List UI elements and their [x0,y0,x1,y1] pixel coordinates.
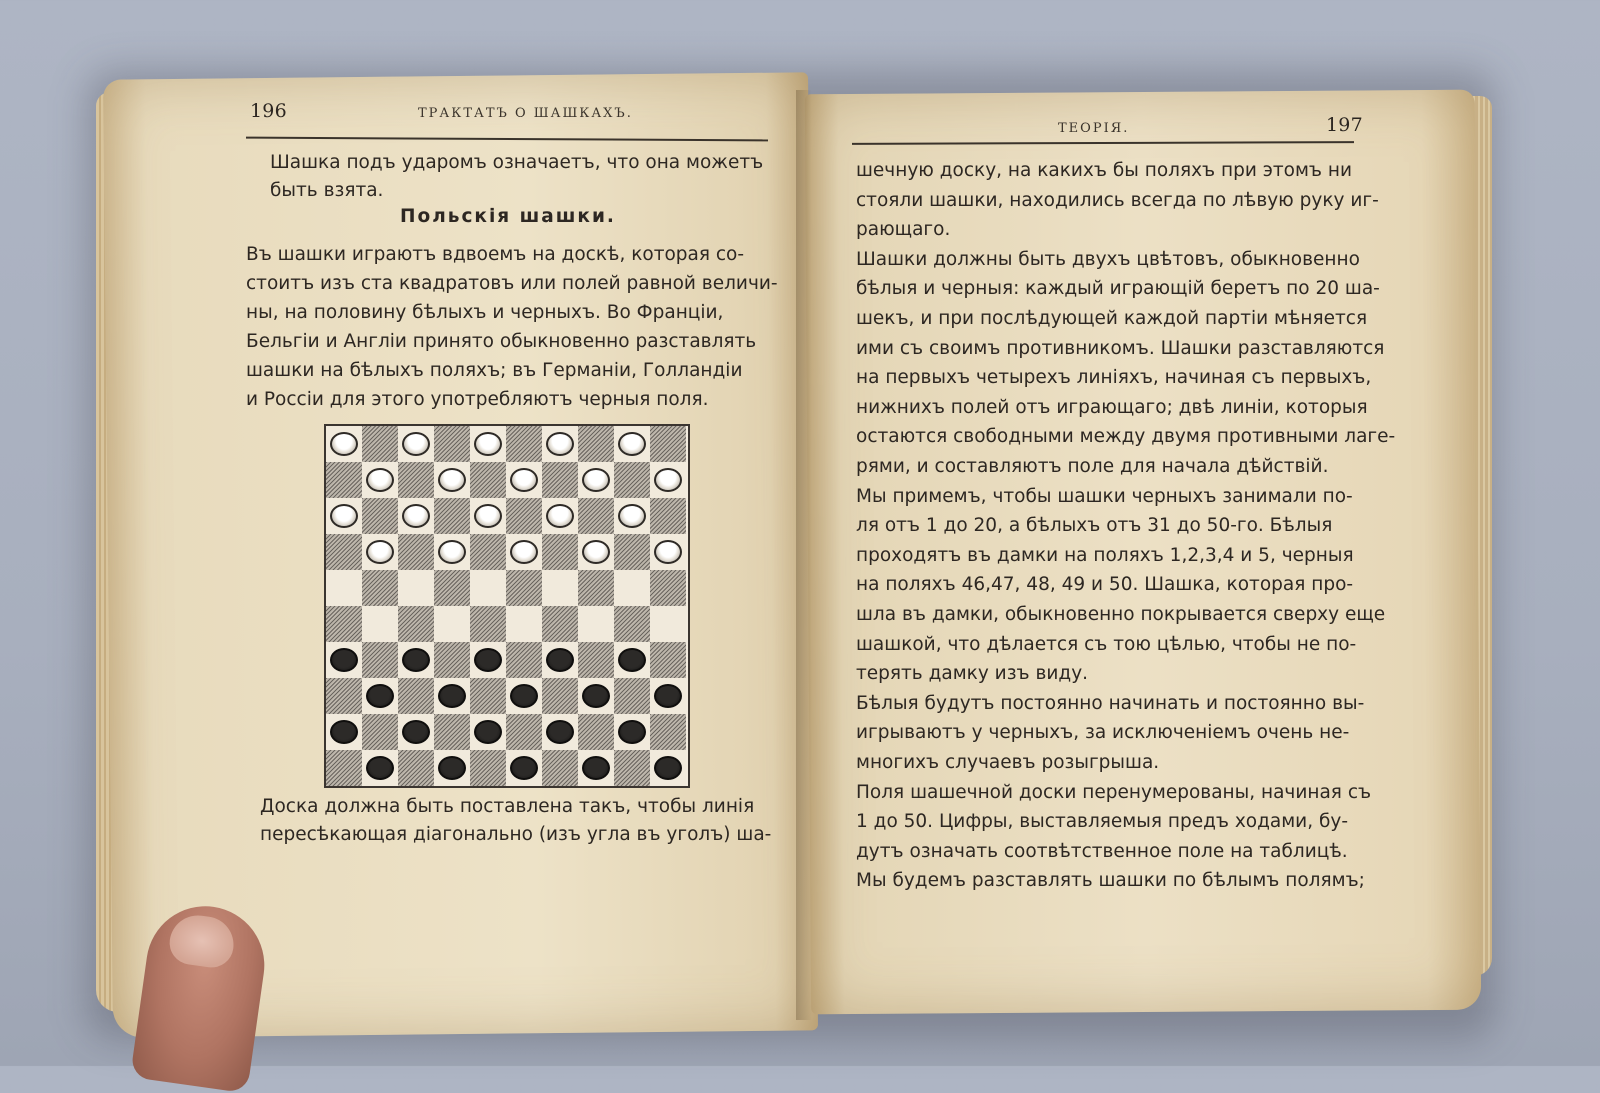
white-checker-piece [546,432,574,456]
right-text-line: Бѣлыя будутъ постоянно начинать и постоянно вы- [856,692,1365,714]
light-square [398,498,434,534]
dark-square [650,426,686,462]
light-square [326,426,362,462]
white-checker-piece [330,432,358,456]
light-square [434,462,470,498]
white-checker-piece [438,540,466,564]
right-text-line: на первыхъ четырехъ линіяхъ, начиная съ первыхъ, [856,367,1372,389]
light-square [362,606,398,642]
light-square [326,498,362,534]
light-square [578,462,614,498]
dark-square [542,534,578,570]
left-text-line: Шашка подъ ударомъ означаетъ, что она можетъ [270,152,764,173]
dark-square [434,642,470,678]
dark-square [434,498,470,534]
dark-square [398,678,434,714]
right-text-line: стояли шашки, находились всегда по лѣвую руку иг- [856,189,1379,211]
dark-square [578,498,614,534]
checkers-board-diagram [324,424,690,788]
light-square [326,642,362,678]
dark-square [506,426,542,462]
light-square [470,498,506,534]
right-text-line: Поля шашечной доски перенумерованы, начиная съ [856,781,1372,803]
black-checker-piece [402,648,430,672]
black-checker-piece [618,648,646,672]
left-running-head: ТРАКТАТЪ О ШАШКАХЪ. [418,106,633,121]
black-checker-piece [582,756,610,780]
dark-square [362,714,398,750]
dark-square [470,678,506,714]
light-square [470,426,506,462]
dark-square [614,750,650,786]
dark-square [650,570,686,606]
right-text-line: нижнихъ полей отъ играющаго; двѣ линіи, которыя [856,396,1368,418]
white-checker-piece [474,504,502,528]
left-page-number: 196 [250,100,287,122]
white-checker-piece [546,504,574,528]
white-checker-piece [582,468,610,492]
light-square [650,678,686,714]
book-gutter [796,90,822,1020]
right-text-line: дутъ означать соотвѣтственное поле на таблицѣ. [856,840,1348,862]
right-text-line: бѣлыя и черныя: каждый играющій беретъ по 20 ша- [856,278,1380,300]
dark-square [578,570,614,606]
right-text-line: Мы будемъ разставлять шашки по бѣлымъ полямъ; [856,870,1365,892]
light-square [542,570,578,606]
light-square [578,606,614,642]
black-checker-piece [330,720,358,744]
right-text-line: проходятъ въ дамки на поляхъ 1,2,3,4 и 5, черныя [856,544,1354,566]
light-square [506,750,542,786]
dark-square [470,750,506,786]
right-text-line: 1 до 50. Цифры, выставляемыя предъ ходами, бу- [856,811,1348,833]
white-checker-piece [654,468,682,492]
dark-square [434,714,470,750]
light-square [614,426,650,462]
light-square [650,750,686,786]
light-square [434,606,470,642]
right-text-line: терять дамку изъ виду. [856,663,1089,685]
section-title: Польскія шашки. [400,206,616,227]
white-checker-piece [474,432,502,456]
light-square [326,714,362,750]
dark-square [542,678,578,714]
right-text-line: рями, и составляютъ поле для начала дѣйствій. [856,456,1329,477]
light-square [398,714,434,750]
right-text-line: шашкой, что дѣлается съ тою цѣлью, чтобы не по- [856,633,1357,655]
left-text-line: Бельгіи и Англіи принято обыкновенно разставлять [246,331,757,352]
light-square [578,750,614,786]
black-checker-piece [618,720,646,744]
left-text-line: ны, на половину бѣлыхъ и черныхъ. Во Франціи, [246,302,724,323]
light-square [542,426,578,462]
white-checker-piece [510,540,538,564]
dark-square [614,534,650,570]
light-square [434,534,470,570]
dark-square [578,642,614,678]
black-checker-piece [438,756,466,780]
light-square [362,750,398,786]
black-checker-piece [438,684,466,708]
black-checker-piece [510,684,538,708]
white-checker-piece [582,540,610,564]
black-checker-piece [582,684,610,708]
left-text-line: Доска должна быть поставлена такъ, чтобы линія [260,796,755,817]
light-square [506,534,542,570]
white-checker-piece [402,504,430,528]
dark-square [650,642,686,678]
left-text-line: пересѣкающая діагонально (изъ угла въ уголъ) ша- [260,824,772,845]
right-text-line: шечную доску, на какихъ бы поляхъ при этомъ ни [856,160,1353,181]
black-checker-piece [474,720,502,744]
light-square [650,534,686,570]
dark-square [362,426,398,462]
dark-square [362,570,398,606]
white-checker-piece [366,468,394,492]
right-text-line: Мы примемъ, чтобы шашки черныхъ занимали по- [856,485,1353,507]
dark-square [326,678,362,714]
light-square [506,606,542,642]
dark-square [506,498,542,534]
right-running-head: ТЕОРІЯ. [1058,121,1130,136]
light-square [614,570,650,606]
dark-square [578,426,614,462]
dark-square [614,462,650,498]
right-page-number: 197 [1326,114,1363,136]
black-checker-piece [330,648,358,672]
dark-square [650,714,686,750]
right-text-line: остаются свободными между двумя противными лаге- [856,426,1396,448]
dark-square [326,606,362,642]
dark-square [542,462,578,498]
dark-square [542,750,578,786]
left-text-line: Въ шашки играютъ вдвоемъ на доскѣ, которая со- [246,244,745,265]
light-square [650,606,686,642]
dark-square [326,750,362,786]
right-text-line: многихъ случаевъ розыгрыша. [856,752,1160,773]
white-checker-piece [438,468,466,492]
dark-square [362,498,398,534]
light-square [398,426,434,462]
light-square [326,570,362,606]
light-square [434,750,470,786]
white-checker-piece [330,504,358,528]
light-square [434,678,470,714]
dark-square [470,534,506,570]
light-square [362,678,398,714]
dark-square [326,462,362,498]
dark-square [506,642,542,678]
dark-square [362,642,398,678]
right-text-line: на поляхъ 46,47, 48, 49 и 50. Шашка, которая про- [856,574,1354,596]
white-checker-piece [402,432,430,456]
black-checker-piece [510,756,538,780]
dark-square [578,714,614,750]
light-square [542,498,578,534]
right-text-line: Шашки должны быть двухъ цвѣтовъ, обыкновенно [856,248,1360,270]
light-square [362,462,398,498]
dark-square [614,606,650,642]
light-square [542,714,578,750]
dark-square [470,606,506,642]
left-text-line: шашки на бѣлыхъ поляхъ; въ Германіи, Голландіи [246,360,743,381]
right-text-line: ля отъ 1 до 20, а бѣлыхъ отъ 31 до 50-го. Бѣлыя [856,515,1333,537]
dark-square [650,498,686,534]
dark-square [434,570,470,606]
dark-square [506,714,542,750]
dark-square [506,570,542,606]
light-square [614,498,650,534]
white-checker-piece [618,432,646,456]
black-checker-piece [546,720,574,744]
dark-square [398,534,434,570]
light-square [614,642,650,678]
dark-square [398,750,434,786]
right-text-line: шла въ дамки, обыкновенно покрывается сверху еще [856,604,1386,625]
dark-square [614,678,650,714]
white-checker-piece [618,504,646,528]
right-text-line: шекъ, и при послѣдующей каждой партіи мѣняется [856,308,1368,329]
black-checker-piece [366,756,394,780]
light-square [470,570,506,606]
black-checker-piece [546,648,574,672]
dark-square [542,606,578,642]
dark-square [470,462,506,498]
black-checker-piece [402,720,430,744]
left-text-line: быть взята. [270,180,384,201]
black-checker-piece [654,756,682,780]
right-text-line: ими съ своимъ противникомъ. Шашки разставляются [856,337,1385,359]
white-checker-piece [510,468,538,492]
light-square [470,714,506,750]
white-checker-piece [654,540,682,564]
light-square [470,642,506,678]
dark-square [398,606,434,642]
black-checker-piece [366,684,394,708]
right-text-line: игрываютъ у черныхъ, за исключеніемъ очень не- [856,722,1350,744]
light-square [506,678,542,714]
right-text-line: рающаго. [856,219,951,241]
left-text-line: стоитъ изъ ста квадратовъ или полей равной величи- [246,273,778,294]
dark-square [398,462,434,498]
light-square [614,714,650,750]
light-square [542,642,578,678]
black-checker-piece [474,648,502,672]
light-square [398,570,434,606]
dark-square [326,534,362,570]
white-checker-piece [366,540,394,564]
light-square [650,462,686,498]
light-square [578,678,614,714]
light-square [506,462,542,498]
light-square [398,642,434,678]
left-text-line: и Россіи для этого употребляютъ черныя поля. [246,389,709,410]
light-square [362,534,398,570]
light-square [578,534,614,570]
dark-square [434,426,470,462]
black-checker-piece [654,684,682,708]
